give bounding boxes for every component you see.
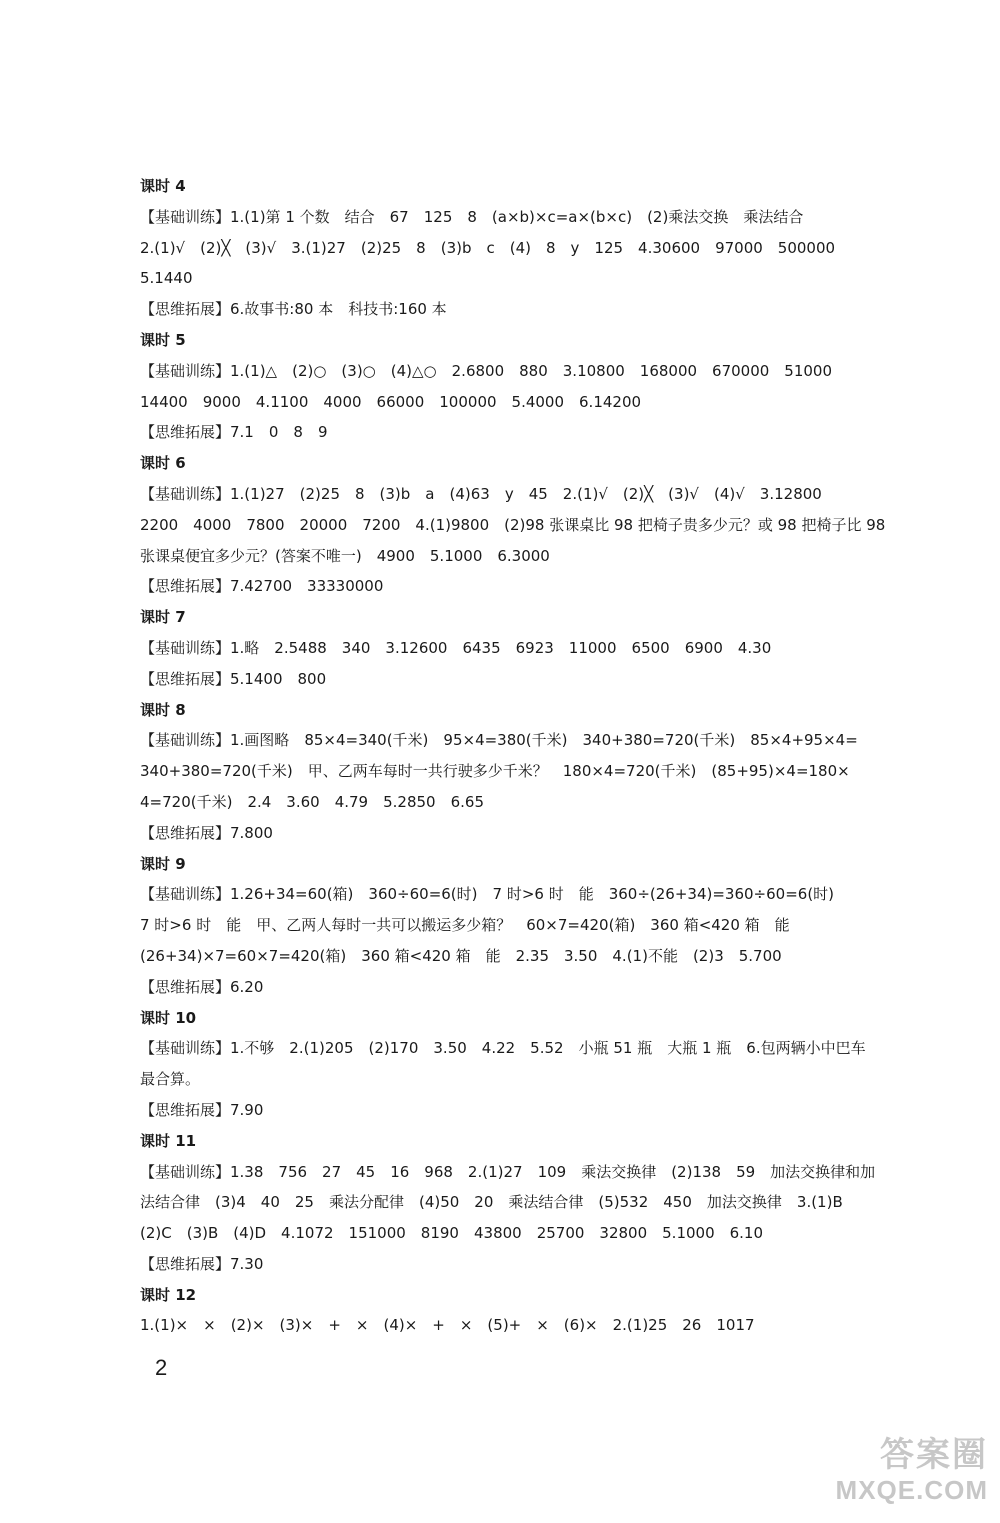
answer-line: 【思维拓展】6.故事书:80 本 科技书:160 本 — [140, 300, 447, 319]
answer-line: 张课桌便宜多少元？(答案不唯一) 4900 5.1000 6.3000 — [140, 546, 550, 565]
answer-line: 【基础训练】1.(1)第 1 个数 结合 67 125 8 (a×b)×c=a×(b×c) (2)乘法交换 乘法结合 — [140, 207, 804, 226]
answer-line: 2.(1)√ (2)╳ (3)√ 3.(1)27 (2)25 8 (3)b c (4) 8 y 125 4.30600 97000 500000 — [140, 238, 836, 257]
answer-line: 5.1440 — [140, 269, 193, 288]
section-heading: 课时 6 — [140, 454, 186, 473]
answer-line: 【思维拓展】5.1400 800 — [140, 669, 327, 688]
page-number: 2 — [155, 1355, 168, 1380]
answer-line: (26+34)×7=60×7=420(箱) 360 箱<420 箱 能 2.35 3.50 4.(1)不能 (2)3 5.700 — [140, 946, 782, 965]
answer-line: 14400 9000 4.1100 4000 66000 100000 5.4000 6.14200 — [140, 392, 642, 411]
answer-line: 最合算。 — [140, 1070, 201, 1089]
section-heading: 课时 9 — [140, 854, 186, 873]
section-heading: 课时 7 — [140, 608, 186, 627]
answer-line: 【思维拓展】7.42700 33330000 — [140, 577, 384, 596]
answer-line: 【思维拓展】7.800 — [140, 823, 273, 842]
watermark-top-text: 答案圈 — [880, 1435, 988, 1475]
answer-line: 7 时>6 时 能 甲、乙两人每时一共可以搬运多少箱？ 60×7=420(箱) 360 箱<420 箱 能 — [140, 916, 790, 935]
answer-line: 【思维拓展】6.20 — [140, 977, 264, 996]
answer-line: 2200 4000 7800 20000 7200 4.(1)9800 (2)98 张课桌比 98 把椅子贵多少元？或 98 把椅子比 98 — [140, 515, 886, 534]
answer-line: 【基础训练】1.26+34=60(箱) 360÷60=6(时) 7 时>6 时 能 360÷(26+34)=360÷60=6(时) — [140, 885, 835, 904]
section-heading: 课时 10 — [140, 1008, 197, 1027]
answer-line: 【基础训练】1.(1)△ (2)○ (3)○ (4)△○ 2.6800 880 3.10800 168000 670000 51000 — [140, 361, 833, 380]
answer-line: 【基础训练】1.画图略 85×4=340(千米) 95×4=380(千米) 340+380=720(千米) 85×4+95×4= — [140, 731, 858, 750]
answer-line: 法结合律 (3)4 40 25 乘法分配律 (4)50 20 乘法结合律 (5)532 450 加法交换律 3.(1)B — [140, 1193, 843, 1212]
answer-line: 1.(1)× × (2)× (3)× + × (4)× + × (5)+ × (6)× 2.(1)25 26 1017 — [140, 1316, 755, 1335]
answer-line: 【基础训练】1.(1)27 (2)25 8 (3)b a (4)63 y 45 2.(1)√ (2)╳ (3)√ (4)√ 3.12800 — [140, 484, 822, 503]
section-heading: 课时 11 — [140, 1131, 197, 1150]
watermark-bottom-text: MXQE.COM — [835, 1475, 988, 1505]
answer-line: 【思维拓展】7.1 0 8 9 — [140, 423, 328, 442]
answer-content — [140, 171, 940, 1341]
answer-line: 4=720(千米) 2.4 3.60 4.79 5.2850 6.65 — [140, 792, 484, 811]
answer-line: 【思维拓展】7.90 — [140, 1100, 264, 1119]
section-heading: 课时 4 — [140, 177, 186, 195]
section-heading: 课时 12 — [140, 1285, 197, 1304]
answer-line: 【基础训练】1.略 2.5488 340 3.12600 6435 6923 11000 6500 6900 4.30 — [140, 638, 772, 657]
answer-line: 【基础训练】1.不够 2.(1)205 (2)170 3.50 4.22 5.52 小瓶 51 瓶 大瓶 1 瓶 6.包两辆小中巴车 — [140, 1039, 866, 1058]
section-heading: 课时 5 — [140, 330, 186, 349]
answer-line: 【思维拓展】7.30 — [140, 1254, 264, 1273]
watermark-logo — [798, 1435, 988, 1515]
section-heading: 课时 8 — [140, 700, 186, 719]
answer-line: (2)C (3)B (4)D 4.1072 151000 8190 43800 25700 32800 5.1000 6.10 — [140, 1224, 764, 1243]
answer-line: 【基础训练】1.38 756 27 45 16 968 2.(1)27 109 乘法交换律 (2)138 59 加法交换律和加 — [140, 1162, 876, 1181]
answer-line: 340+380=720(千米) 甲、乙两车每时一共行驶多少千米？ 180×4=720(千米) (85+95)×4=180× — [140, 762, 850, 781]
